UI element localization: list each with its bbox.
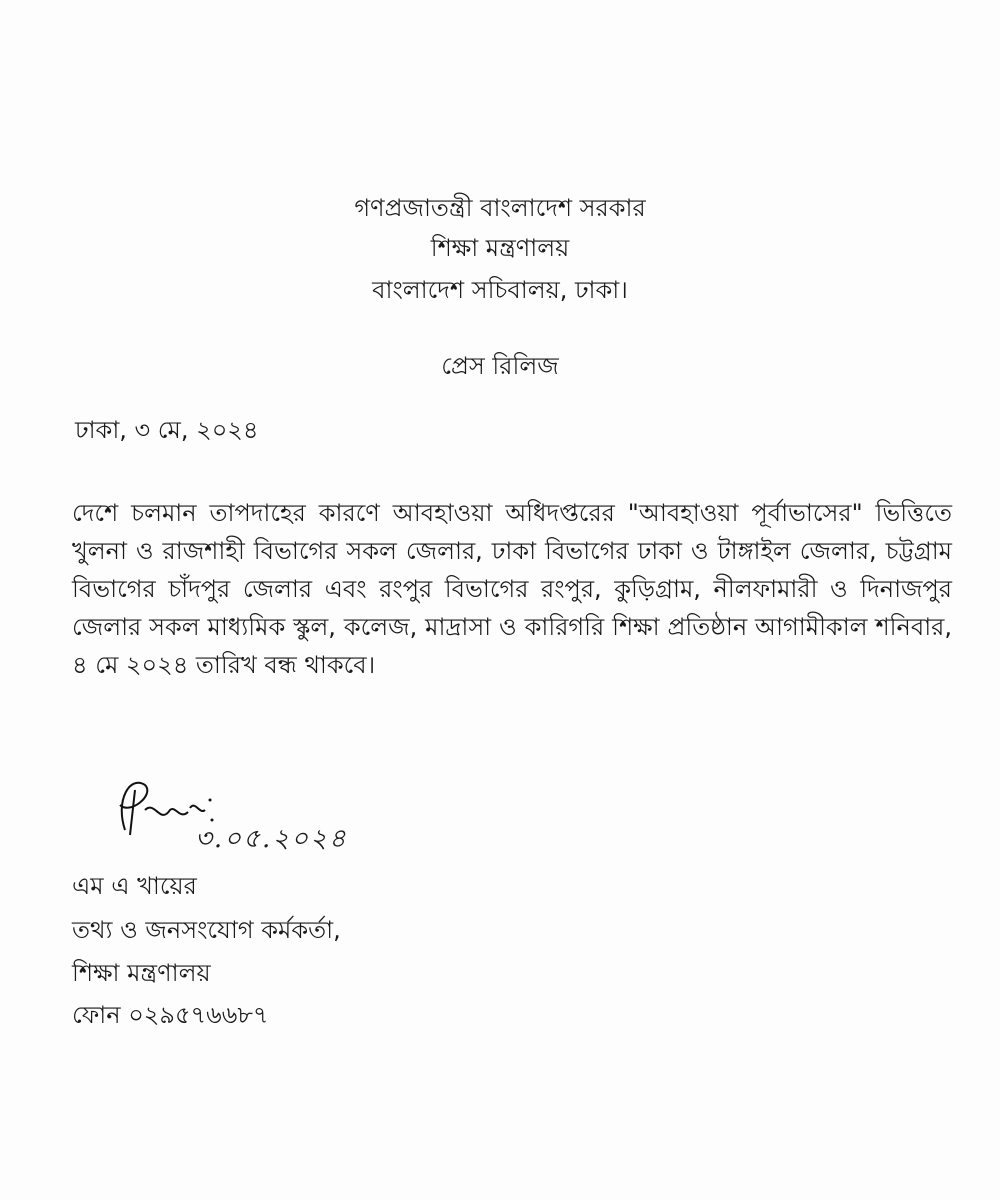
signatory-name: এম এ খায়ের — [72, 872, 197, 900]
government-name: গণপ্রজাতন্ত্রী বাংলাদেশ সরকার — [354, 194, 646, 222]
signatory-phone: ফোন ০২৯৫৭৬৬৮৭ — [72, 1001, 269, 1029]
handwritten-date: ৩.০৫.২০২৪ — [195, 824, 348, 854]
ministry-name: শিক্ষা মন্ত্রণালয় — [430, 234, 570, 262]
ministry-address: বাংলাদেশ সচিবালয়, ঢাকা। — [372, 276, 628, 304]
document-title: প্রেস রিলিজ — [441, 352, 559, 380]
signatory-designation: তথ্য ও জনসংযোগ কর্মকর্তা, — [72, 916, 341, 944]
press-release-body: দেশে চলমান তাপদাহের কারণে আবহাওয়া অধিদপ্তরের "আবহাওয়া পূর্বাভাসের" ভিত্তিতে খুলনা ও রাজশাহী বিভাগের সকল জেলার, ঢাকা বিভাগের ঢাকা ও টাঙ্গাইল জেলার, চট্টগ্রাম বিভাগের চাঁদপুর জেলার এবং রংপুর বিভাগের রংপুর, কুড়িগ্রাম, নীলফামারী ও দিনাজপুর জেলার সকল মাধ্যমিক স্কুল, কলেজ, মাদ্রাসা ও কারিগরি শিক্ষা প্রতিষ্ঠান আগামীকাল শনিবার, ৪ মে ২০২৪ তারিখ বন্ধ থাকবে। — [72, 499, 952, 679]
dateline: ঢাকা, ৩ মে, ২০২৪ — [75, 416, 259, 444]
signatory-office: শিক্ষা মন্ত্রণালয় — [72, 959, 211, 987]
